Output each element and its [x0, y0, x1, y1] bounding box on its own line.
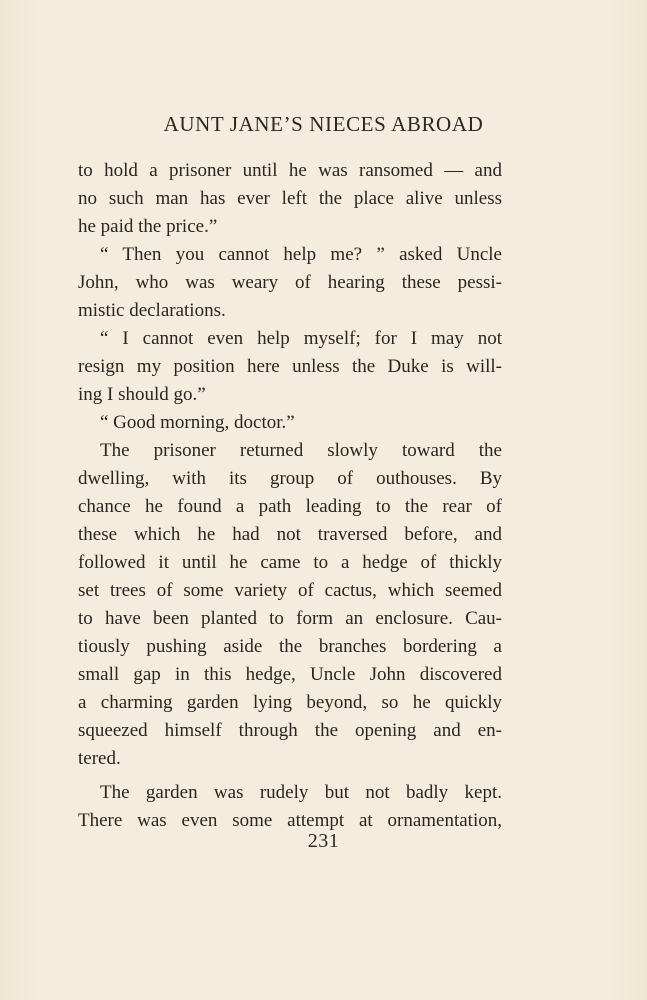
text-line: followed it until he came to a hedge of thickly	[78, 552, 502, 573]
text-line: no such man has ever left the place alive unless	[78, 188, 502, 209]
text-line: small gap in this hedge, Uncle John discovered	[78, 664, 502, 685]
text-line: dwelling, with its group of outhouses. By	[78, 468, 502, 489]
text-line: mistic declarations.	[78, 300, 226, 321]
text-line: to have been planted to form an enclosure. Cau-	[78, 608, 502, 629]
text-line: John, who was weary of hearing these pessi-	[78, 272, 502, 293]
text-line: squeezed himself through the opening and en-	[78, 720, 502, 741]
text-line: ing I should go.”	[78, 384, 206, 405]
text-line: a charming garden lying beyond, so he quickly	[78, 692, 502, 713]
text-line: set trees of some variety of cactus, which seemed	[78, 580, 502, 601]
text-line: The garden was rudely but not badly kept.	[100, 782, 502, 803]
page-number: 231	[307, 830, 340, 852]
text-line: these which he had not traversed before, and	[78, 524, 502, 545]
running-head: AUNT JANE’S NIECES ABROAD	[163, 112, 484, 136]
text-line: tiously pushing aside the branches bordering a	[78, 636, 502, 657]
text-line: tered.	[78, 748, 121, 769]
text-line: There was even some attempt at ornamentation,	[78, 810, 502, 831]
text-line: “ Then you cannot help me? ” asked Uncle	[100, 244, 502, 265]
text-line: chance he found a path leading to the rear of	[78, 496, 502, 517]
text-line: “ I cannot even help myself; for I may not	[100, 328, 502, 349]
text-line: The prisoner returned slowly toward the	[100, 440, 502, 461]
text-line: resign my position here unless the Duke is will-	[78, 356, 502, 377]
text-line: he paid the price.”	[78, 216, 218, 237]
text-line: “ Good morning, doctor.”	[100, 412, 295, 433]
body-text	[78, 157, 502, 835]
text-line: to hold a prisoner until he was ransomed — and	[78, 160, 502, 181]
